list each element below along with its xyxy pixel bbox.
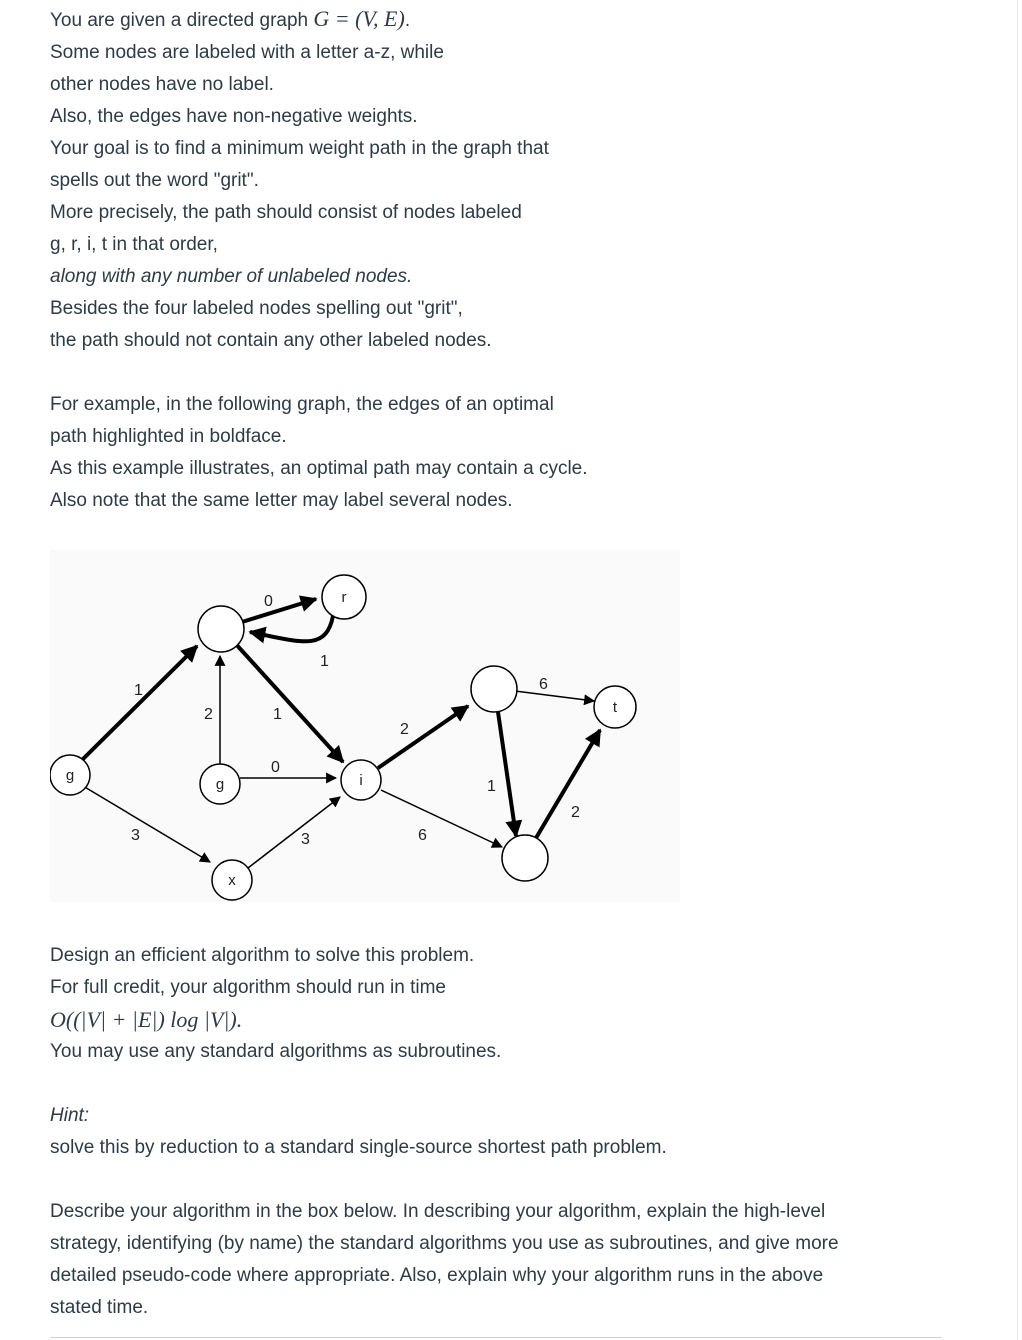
design-line-1: Design an efficient algorithm to solve this problem. bbox=[50, 945, 475, 966]
weight-u1-t: 6 bbox=[539, 676, 548, 693]
intro-line-5: Your goal is to find a minimum weight path in the graph that bbox=[50, 138, 549, 159]
intro-line-7: More precisely, the path should consist of nodes labeled bbox=[50, 202, 522, 223]
edge-u2-t bbox=[536, 730, 600, 838]
node-g-middle bbox=[200, 764, 240, 804]
weight-top-r: 0 bbox=[264, 593, 273, 610]
node-top-unlabeled bbox=[198, 606, 244, 652]
example-graph bbox=[50, 550, 680, 902]
edge-u1-u2 bbox=[498, 712, 516, 836]
intro-line-9: along with any number of unlabeled nodes. bbox=[50, 266, 413, 287]
weight-u2-t: 2 bbox=[571, 804, 580, 821]
weight-x-i: 3 bbox=[301, 831, 310, 848]
answer-box-top-edge bbox=[50, 1337, 942, 1338]
svg-text:g: g bbox=[65, 767, 75, 784]
example-line-4: Also note that the same letter may label several nodes. bbox=[50, 490, 513, 511]
hint-label: Hint: bbox=[50, 1105, 90, 1126]
node-t bbox=[594, 686, 636, 728]
edge-i-u1 bbox=[378, 706, 468, 768]
intro-line-4: Also, the edges have non-negative weights. bbox=[50, 106, 418, 127]
edge-x-i bbox=[248, 797, 340, 868]
weight-u1-u2: 1 bbox=[487, 778, 496, 795]
node-i bbox=[341, 760, 381, 800]
example-line-3: As this example illustrates, an optimal path may contain a cycle. bbox=[50, 458, 588, 479]
edge-i-u2 bbox=[381, 790, 502, 847]
edge-u1-t bbox=[515, 691, 594, 701]
edge-g1-top bbox=[81, 646, 197, 761]
complexity-math: O((|V| + |E|) log |V|). bbox=[50, 1007, 243, 1032]
edge-top-r bbox=[242, 599, 316, 622]
design-line-3: You may use any standard algorithms as subroutines. bbox=[50, 1041, 502, 1062]
example-line-1: For example, in the following graph, the edges of an optimal bbox=[50, 394, 554, 415]
weight-g2-i: 0 bbox=[271, 759, 280, 776]
node-r bbox=[322, 575, 366, 619]
intro-line-8: g, r, i, t in that order, bbox=[50, 234, 218, 255]
svg-text:g: g bbox=[215, 776, 225, 793]
edge-g1-x bbox=[83, 786, 210, 862]
intro-line-11: the path should not contain any other labeled nodes. bbox=[50, 330, 492, 351]
hint-text: solve this by reduction to a standard single-source shortest path problem. bbox=[50, 1137, 667, 1158]
instructions-line-1: Describe your algorithm in the box below. In describing your algorithm, explain the high-level bbox=[50, 1201, 826, 1222]
weight-g1-x: 3 bbox=[131, 827, 140, 844]
intro-line-2: Some nodes are labeled with a letter a-z, while bbox=[50, 42, 444, 63]
intro-line-10: Besides the four labeled nodes spelling out "grit", bbox=[50, 298, 463, 319]
node-unlabeled-upper bbox=[471, 666, 517, 712]
graph-definition-math: G = (V, E) bbox=[313, 6, 405, 31]
intro-line-3: other nodes have no label. bbox=[50, 74, 274, 95]
node-g-left bbox=[50, 755, 90, 795]
intro-line-6: spells out the word "grit". bbox=[50, 170, 259, 191]
instructions-line-2: strategy, identifying (by name) the standard algorithms you use as subroutines, and give more bbox=[50, 1233, 839, 1254]
weight-top-i: 1 bbox=[273, 706, 282, 723]
svg-text:t: t bbox=[612, 699, 618, 716]
svg-text:x: x bbox=[228, 872, 236, 889]
weight-r-top: 1 bbox=[320, 653, 329, 670]
svg-text:r: r bbox=[341, 589, 347, 606]
example-line-2: path highlighted in boldface. bbox=[50, 426, 287, 447]
weight-g1-top: 1 bbox=[134, 682, 143, 699]
node-x bbox=[212, 860, 252, 900]
node-unlabeled-lower bbox=[502, 835, 548, 881]
example-graph-figure bbox=[50, 550, 680, 902]
problem-content bbox=[50, 3, 980, 1324]
page-right-border bbox=[1017, 0, 1018, 1340]
design-line-2: For full credit, your algorithm should run in time bbox=[50, 977, 446, 998]
edge-r-top bbox=[250, 616, 333, 641]
instructions-line-4: stated time. bbox=[50, 1297, 149, 1318]
svg-text:i: i bbox=[359, 772, 363, 789]
weight-i-u2: 6 bbox=[418, 827, 427, 844]
weight-i-u1: 2 bbox=[400, 721, 409, 738]
intro-line-1: You are given a directed graph G = (V, E). bbox=[50, 6, 411, 31]
instructions-line-3: detailed pseudo-code where appropriate. Also, explain why your algorithm runs in the above bbox=[50, 1265, 824, 1286]
weight-g2-top: 2 bbox=[204, 706, 213, 723]
